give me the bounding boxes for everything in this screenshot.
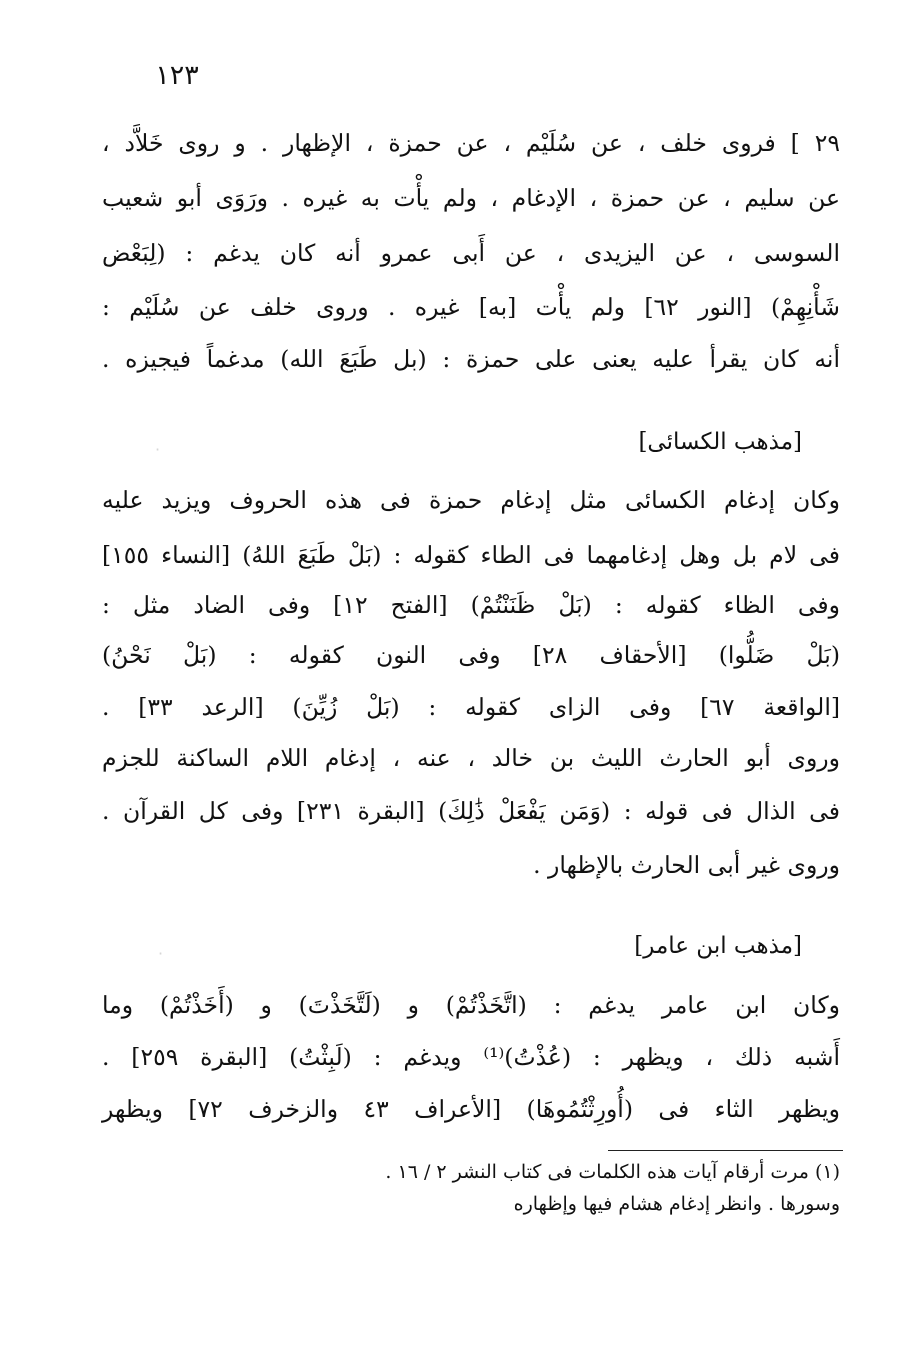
paragraph-kisai-line-3: وفى الظاء كقوله : (بَلْ ظَنَنْتُمْ) [الفتح ١٢] وفى الضاد مثل : <box>102 591 841 619</box>
paragraph-29-line-1: ٢٩ ] فروى خلف ، عن سُلَيْم ، عن حمزة ، الإظهار . و روى خَلاَّد ، <box>102 129 840 157</box>
page-number: ١٢٣ <box>155 60 199 91</box>
section-heading-kisai: [مذهب الكسائى] <box>638 429 802 455</box>
paragraph-kisai-line-4: (بَلْ ضَلُّوا) [الأحقاف ٢٨] وفى النون كقوله : (بَلْ نَحْنُ) <box>102 641 840 669</box>
paragraph-29-line-2: عن سليم ، عن حمزة ، الإدغام ، ولم يأْت به غيره . ورَوَى أبو شعيب <box>102 184 840 212</box>
paragraph-kisai-line-6: وروى أبو الحارث الليث بن خالد ، عنه ، إدغام اللام الساكنة للجزم <box>102 744 840 772</box>
paragraph-ibn-amir-line-1: وكان ابن عامر يدغم : (اتَّخَذْتُمْ) و (لَتَّخَذْتَ) و (أَخَذْتُمْ) وما <box>102 991 840 1019</box>
paragraph-ibn-amir-line-2: أَشبه ذلك ، ويظهر : (عُذْتُ)⁽¹⁾ ويدغم : (لَبِثْتُ) [البقرة ٢٥٩] . <box>102 1043 840 1071</box>
paragraph-kisai-line-7: فى الذال فى قوله : (وَمَن يَفْعَلْ ذَٰلِكَ) [البقرة ٢٣١] وفى كل القرآن . <box>102 797 840 825</box>
paragraph-kisai-line-5: [الواقعة ٦٧] وفى الزاى كقوله : (بَلْ زُيِّنَ) [الرعد ٣٣] . <box>102 693 841 721</box>
paragraph-kisai-line-8: وروى غير أبى الحارث بالإظهار . <box>533 851 840 879</box>
paragraph-kisai-line-1: وكان إدغام الكسائى مثل إدغام حمزة فى هذه الحروف ويزيد عليه <box>102 486 840 514</box>
paragraph-ibn-amir-line-3: ويظهر الثاء فى (أُورِثْتُمُوهَا) [الأعراف ٤٣ والزخرف ٧٢] ويظهر <box>102 1095 840 1123</box>
section-heading-ibn-amir: [مذهب ابن عامر] <box>634 933 802 959</box>
paragraph-29-line-5: أنه كان يقرأ عليه يعنى على حمزة : (بل طَبَعَ الله) مدغماً فيجيزه . <box>102 345 840 373</box>
scan-speck: · <box>155 440 161 459</box>
scan-speck: · <box>158 944 164 963</box>
footnote-separator <box>608 1150 843 1151</box>
footnote-line-2: وسورها . وانظر إدغام هشام فيها وإظهاره <box>513 1193 840 1215</box>
paragraph-29-line-4: شَأْنِهِمْ) [النور ٦٢] ولم يأْت [به] غيره . وروى خلف عن سُلَيْم : <box>102 293 840 321</box>
paragraph-29-line-3: السوسى ، عن اليزيدى ، عن أَبى عمرو أنه كان يدغم : (لِبَعْض <box>102 239 840 267</box>
footnote-line-1: (١) مرت أرقام آيات هذه الكلمات فى كتاب النشر ٢ / ١٦ . <box>385 1161 840 1183</box>
paragraph-kisai-line-2: فى لام بل وهل إدغامهما فى الطاء كقوله : (بَلْ طَبَعَ اللهُ) [النساء ١٥٥] <box>102 541 840 569</box>
